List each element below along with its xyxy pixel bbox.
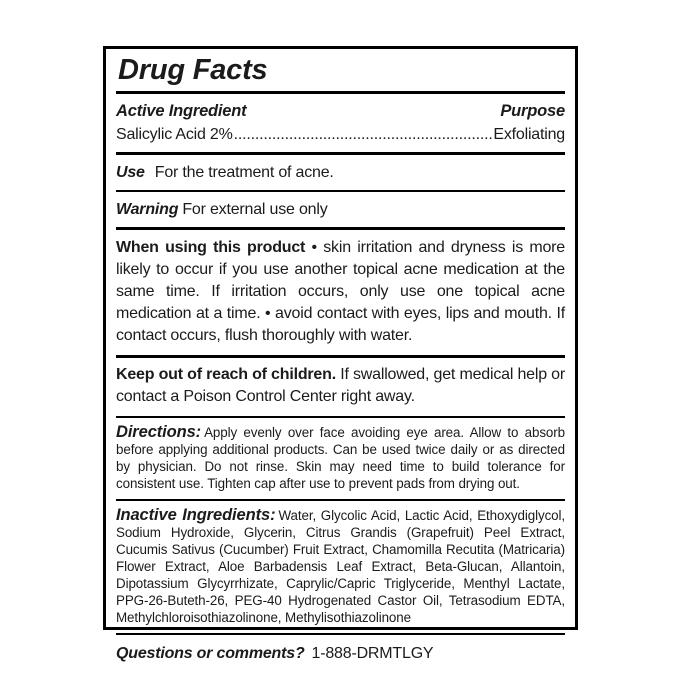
directions-heading: Directions: bbox=[116, 423, 202, 441]
keep-out-of-reach-section bbox=[116, 358, 565, 418]
when-using-section bbox=[116, 230, 565, 358]
questions-section bbox=[116, 635, 565, 664]
warning-text: For external use only bbox=[182, 201, 328, 218]
ingredient-purpose: Exfoliating bbox=[493, 126, 565, 143]
active-ingredient-row bbox=[116, 121, 565, 155]
when-using-item-2: avoid contact with eyes, lips and mouth. If contact occurs, flush thoroughly with water. bbox=[116, 305, 565, 344]
active-ingredient-heading: Active Ingredient bbox=[116, 102, 247, 120]
keep-out-text: If swallowed, get medical help or contact a Poison Control Center right away. bbox=[116, 366, 565, 405]
warning-section bbox=[116, 192, 565, 230]
use-section bbox=[116, 155, 565, 192]
dotted-leader bbox=[234, 125, 493, 145]
warning-heading: Warning bbox=[116, 201, 179, 218]
inactive-ingredients-text: Water, Glycolic Acid, Lactic Acid, Ethoxydiglycol, Sodium Hydroxide, Glycerin, Citrus Grandis (Grapefruit) Peel Extract, Cucumis Sativus (Cucumber) Fruit Extract, Chamomilla Recutita (Matricaria) Flower Extract, Aloe Barbadensis Leaf Extract, Beta-Glucan, Allantoin, Dipotassium Glycyrrhizate, Caprylic/Capric Triglyceride, Menthyl Lactate, PPG-26-Buteth-26, PEG-40 Hydrogenated Castor Oil, Tetrasodium EDTA, Methylchloroisothiazolinone, Methylisothiazolinone bbox=[116, 508, 566, 625]
directions-section bbox=[116, 418, 565, 501]
use-text: For the treatment of acne. bbox=[154, 164, 334, 181]
keep-out-heading: Keep out of reach of children. bbox=[116, 366, 336, 383]
bullet-icon: • bbox=[265, 305, 271, 322]
purpose-heading: Purpose bbox=[500, 102, 565, 120]
when-using-heading: When using this product bbox=[116, 239, 306, 256]
questions-heading: Questions or comments? bbox=[116, 645, 305, 662]
inactive-ingredients-heading: Inactive Ingredients: bbox=[116, 506, 276, 524]
inactive-ingredients-section bbox=[116, 501, 565, 635]
label-title: Drug Facts bbox=[116, 51, 565, 94]
ingredient-name: Salicylic Acid 2% bbox=[116, 126, 233, 143]
questions-phone: 1-888-DRMTLGY bbox=[311, 645, 434, 662]
directions-text: Apply evenly over face avoiding eye area. Allow to absorb before applying additional products. Can be used twice daily or as directed by physician. Do not rinse. Skin may need time to build tolerance for consistent use. Tighten cap after use to prevent pads from drying out. bbox=[116, 425, 565, 491]
bullet-icon: • bbox=[311, 239, 317, 256]
active-ingredient-header-row bbox=[116, 94, 565, 121]
use-heading: Use bbox=[116, 164, 145, 181]
drug-facts-label bbox=[103, 46, 578, 662]
when-using-item-1: skin irritation and dryness is more likely to occur if you use another topical acne medication at the same time. If irritation occurs, only use one topical acne medication at a time. bbox=[116, 239, 565, 322]
